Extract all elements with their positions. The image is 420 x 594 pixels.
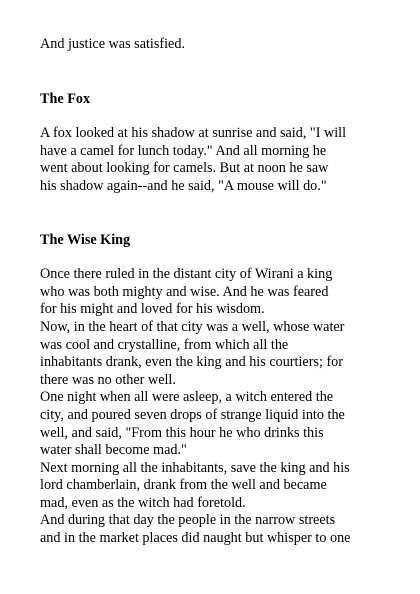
paragraph: Now, in the heart of that city was a well, whose water was cool and crystalline, from which all the inhabitants drank, even the king and his courtiers; for there was no other well. bbox=[40, 318, 345, 388]
section-the-wise-king bbox=[40, 232, 392, 548]
section-title: The Fox bbox=[40, 90, 91, 107]
paragraph: One night when all were asleep, a witch entered the city, and poured seven drops of strange liquid into the well, and said, "From this hour he who drinks this water shall become mad." bbox=[40, 389, 345, 459]
section-title: The Wise King bbox=[40, 231, 131, 248]
document-page bbox=[40, 36, 392, 548]
paragraph: Once there ruled in the distant city of Wirani a king who was both mighty and wise. And he was feared for his might and loved for his wisdom. bbox=[40, 266, 333, 318]
intro-line: And justice was satisfied. bbox=[40, 36, 185, 52]
paragraph: And during that day the people in the narrow streets and in the market places did naught but whisper to one bbox=[40, 512, 351, 547]
paragraph: A fox looked at his shadow at sunrise and said, "I will have a camel for lunch today." And all morning he went about looking for camels. But at noon he saw his shadow again--and he said, "A mouse will do." bbox=[40, 125, 347, 194]
spacer bbox=[40, 249, 392, 266]
spacer bbox=[40, 108, 392, 125]
paragraph: Next morning all the inhabitants, save the king and his lord chamberlain, drank from the well and became mad, even as the witch had foretold. bbox=[40, 459, 350, 511]
spacer bbox=[40, 196, 392, 232]
spacer bbox=[40, 54, 392, 91]
section-the-fox bbox=[40, 91, 392, 196]
